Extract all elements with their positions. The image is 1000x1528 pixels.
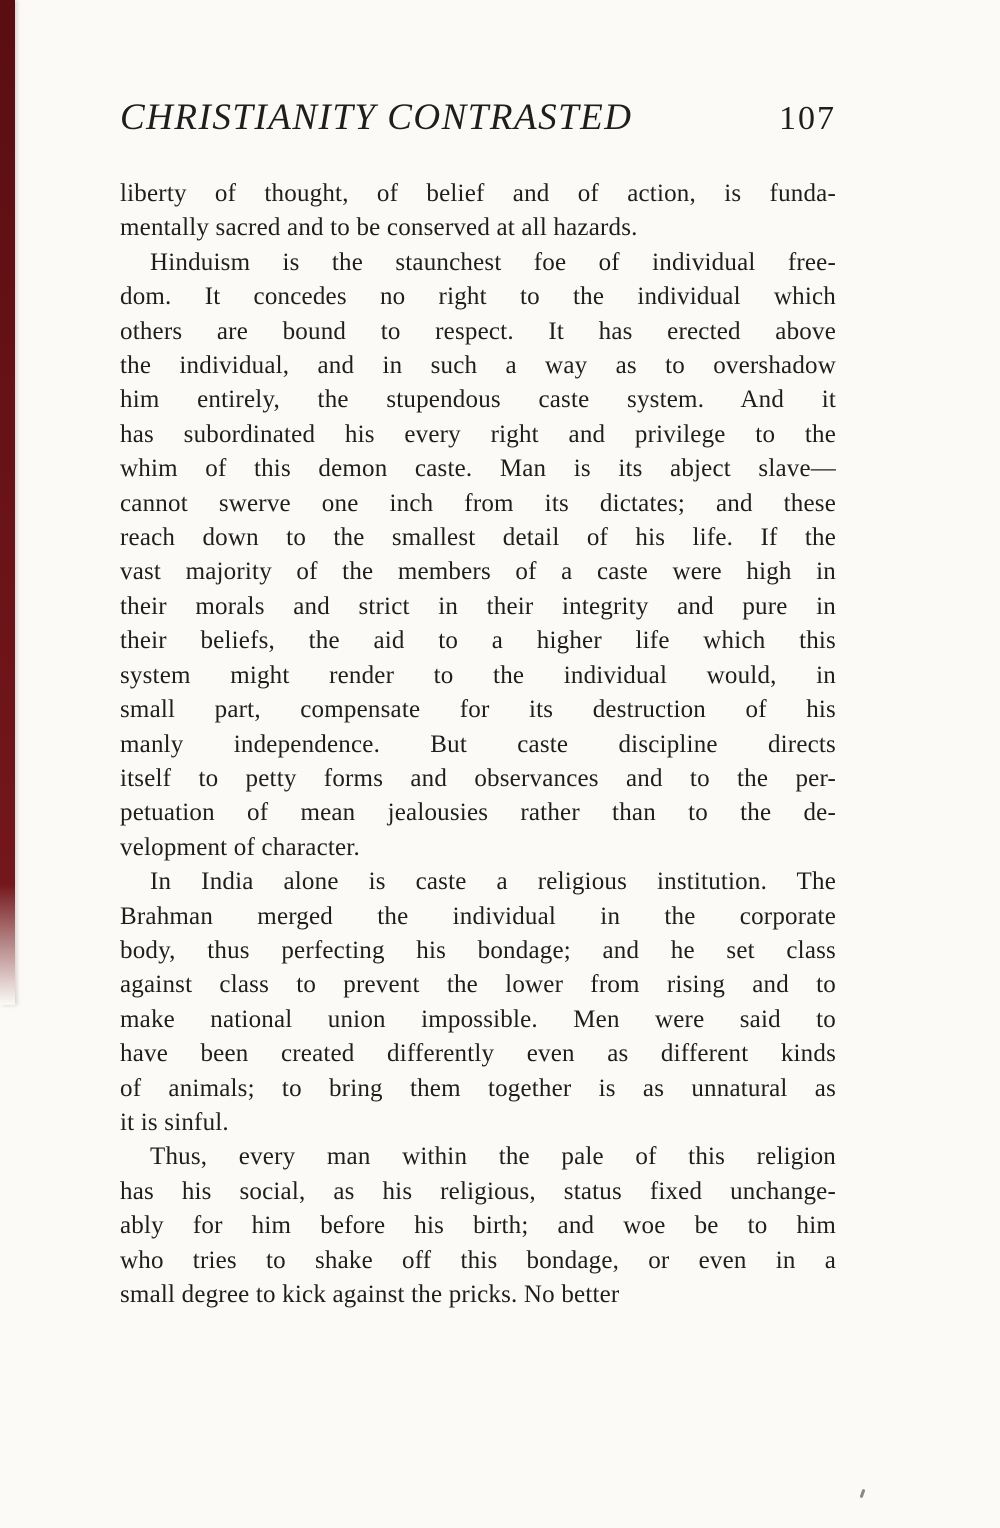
text-line: small degree to kick against the pricks. No better bbox=[120, 1281, 620, 1308]
text-line: of animals; to bring them together is as unnatural as bbox=[120, 1074, 836, 1102]
paragraph bbox=[120, 1140, 836, 1312]
page-number: 107 bbox=[779, 100, 836, 137]
book-binding-edge bbox=[0, 0, 15, 1005]
text-line: system might render to the individual would, in bbox=[120, 661, 836, 689]
text-line: itself to petty forms and observances and to the per- bbox=[120, 764, 836, 792]
text-line: their morals and strict in their integrity and pure in bbox=[120, 592, 836, 620]
text-line: make national union impossible. Men were said to bbox=[120, 1005, 836, 1033]
text-line: him entirely, the stupendous caste system. And it bbox=[120, 386, 836, 414]
text-line: Thus, every man within the pale of this religion bbox=[150, 1143, 836, 1171]
body-text bbox=[120, 177, 836, 1312]
paragraph bbox=[120, 177, 836, 246]
text-line: velopment of character. bbox=[120, 833, 360, 861]
text-line: has subordinated his every right and privilege to the bbox=[120, 420, 836, 448]
text-line: have been created differently even as different kinds bbox=[120, 1040, 836, 1068]
text-line: vast majority of the members of a caste were high in bbox=[120, 558, 836, 586]
text-line: has his social, as his religious, status fixed unchange- bbox=[120, 1177, 836, 1205]
text-line: whim of this demon caste. Man is its abject slave— bbox=[120, 455, 836, 483]
paragraph bbox=[120, 246, 836, 865]
paragraph bbox=[120, 865, 836, 1140]
text-line: others are bound to respect. It has erected above bbox=[120, 317, 836, 345]
text-line: ably for him before his birth; and woe be to him bbox=[120, 1212, 836, 1240]
text-line: Brahman merged the individual in the corporate bbox=[120, 902, 836, 930]
text-line: dom. It concedes no right to the individual which bbox=[120, 283, 836, 311]
text-line: their beliefs, the aid to a higher life which this bbox=[120, 627, 836, 655]
text-line: small part, compensate for its destruction of his bbox=[120, 696, 836, 724]
text-line: cannot swerve one inch from its dictates; and these bbox=[120, 489, 836, 517]
scan-artifact bbox=[860, 1489, 866, 1498]
text-line: the individual, and in such a way as to overshadow bbox=[120, 352, 836, 380]
running-head bbox=[120, 96, 836, 139]
page-title: CHRISTIANITY CONTRASTED bbox=[120, 97, 633, 138]
text-line: reach down to the smallest detail of his life. If the bbox=[120, 524, 836, 552]
text-line: mentally sacred and to be conserved at all hazards. bbox=[120, 214, 638, 242]
text-line: manly independence. But caste discipline directs bbox=[120, 730, 836, 758]
text-line: who tries to shake off this bondage, or even in a bbox=[120, 1246, 836, 1274]
text-line: against class to prevent the lower from rising and to bbox=[120, 971, 836, 999]
text-line: it is sinful. bbox=[120, 1108, 229, 1136]
text-line: liberty of thought, of belief and of action, is funda- bbox=[120, 180, 836, 207]
text-line: body, thus perfecting his bondage; and he set class bbox=[120, 936, 836, 964]
text-line: In India alone is caste a religious institution. The bbox=[150, 868, 836, 896]
text-line: Hinduism is the staunchest foe of individual free- bbox=[150, 248, 836, 276]
text-line: petuation of mean jealousies rather than to the de- bbox=[120, 799, 836, 827]
